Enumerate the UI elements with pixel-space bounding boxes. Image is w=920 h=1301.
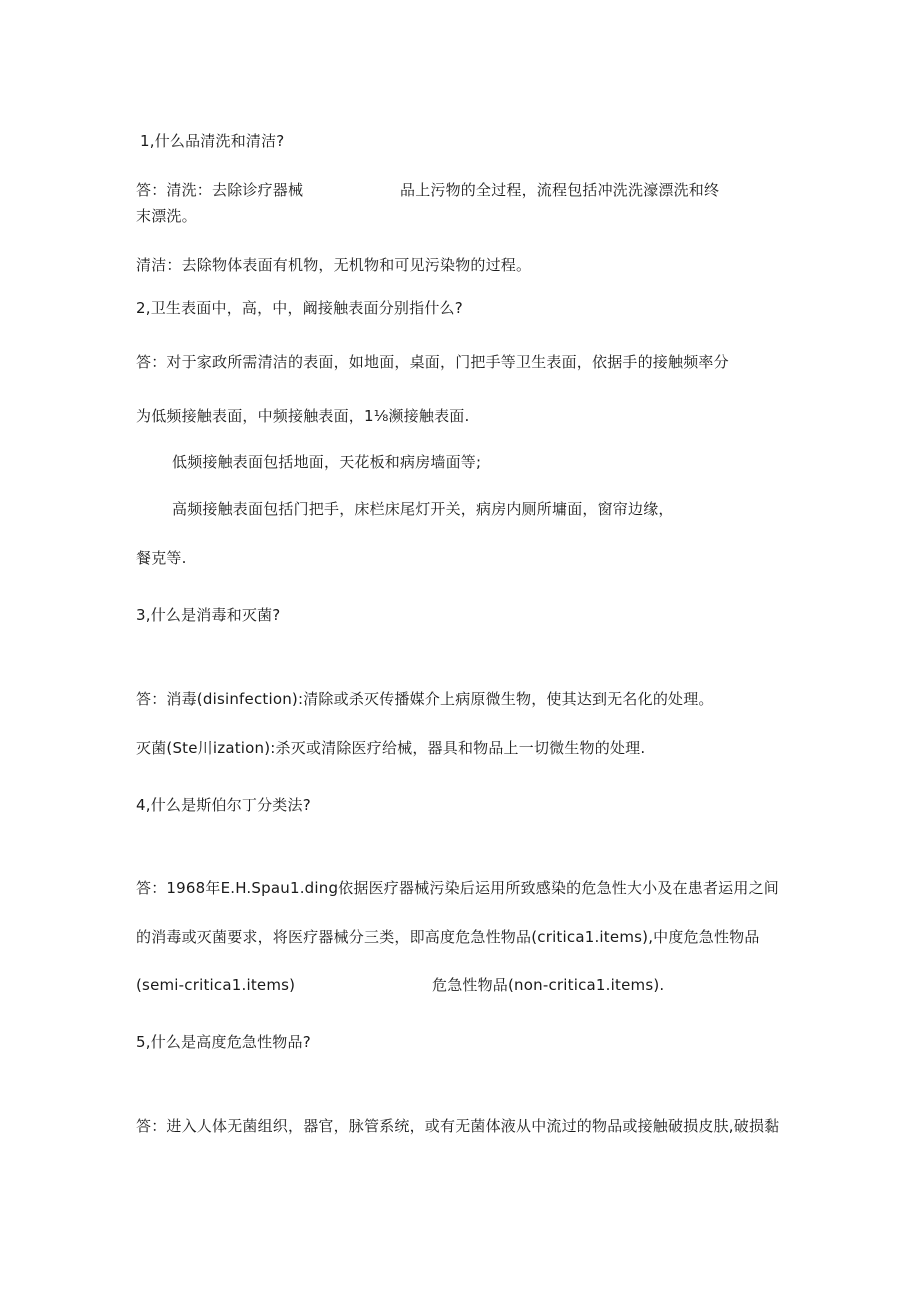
question-4: 4,什么是斯伯尔丁分类法? [136,796,311,814]
answer-2-line-1: 答：对于家政所需清洁的表面，如地面，桌面，门把手等卫生表面，依据手的接触频率分 [136,353,729,371]
answer-4-line-3a: (semi-critica1.items) [136,976,296,994]
answer-2-line-3: 低频接触表面包括地面，天花板和病房墙面等; [172,453,482,471]
answer-1-line-3: 清洁：去除物体表面有机物，无机物和可见污染物的过程。 [136,256,532,274]
answer-1-line-1b: 品上污物的全过程，流程包括冲洗洗濠漂洗和终 [400,181,720,199]
question-5: 5,什么是高度危急性物品? [136,1033,311,1051]
answer-2-line-2: 为低频接触表面，中频接触表面，1⅛濒接触表面. [136,407,470,425]
answer-1-line-1a: 答：清洗：去除诊疗器械 [136,181,304,199]
question-2: 2,卫生表面中，高，中，阚接触表面分别指什么? [136,299,463,317]
question-3: 3,什么是消毒和灭菌? [136,606,281,624]
question-1: 1,什么品清洗和清洁? [140,132,285,150]
answer-2-line-4: 高频接触表面包括门把手，床栏床尾灯开关，病房内厕所墉面，窗帘边缘， [172,500,674,518]
answer-2-line-5: 餐克等. [136,549,187,567]
answer-3-line-1: 答：消毒(disinfection):清除或杀灭传播媒介上病原微生物，使其达到无名化的处理。 [136,690,714,708]
answer-5-line-1: 答：进入人体无菌组织，器官，脉管系统，或有无菌体液从中流过的物品或接触破损皮肤,破损黏 [136,1117,780,1135]
answer-4-line-2: 的消毒或灭菌要求，将医疗器械分三类，即高度危急性物品(critica1.items),中度危急性物品 [136,928,760,946]
answer-4-line-1: 答：1968年E.H.Spau1.ding依据医疗器械污染后运用所致感染的危急性大小及在患者运用之间 [136,879,779,897]
answer-4-line-3b: 危急性物品(non-critica1.items). [432,976,665,994]
answer-1-line-2: 末漂洗。 [136,207,197,225]
answer-3-line-2: 灭菌(Ste川ization):杀灭或清除医疗给械，器具和物品上一切微生物的处理. [136,739,646,757]
